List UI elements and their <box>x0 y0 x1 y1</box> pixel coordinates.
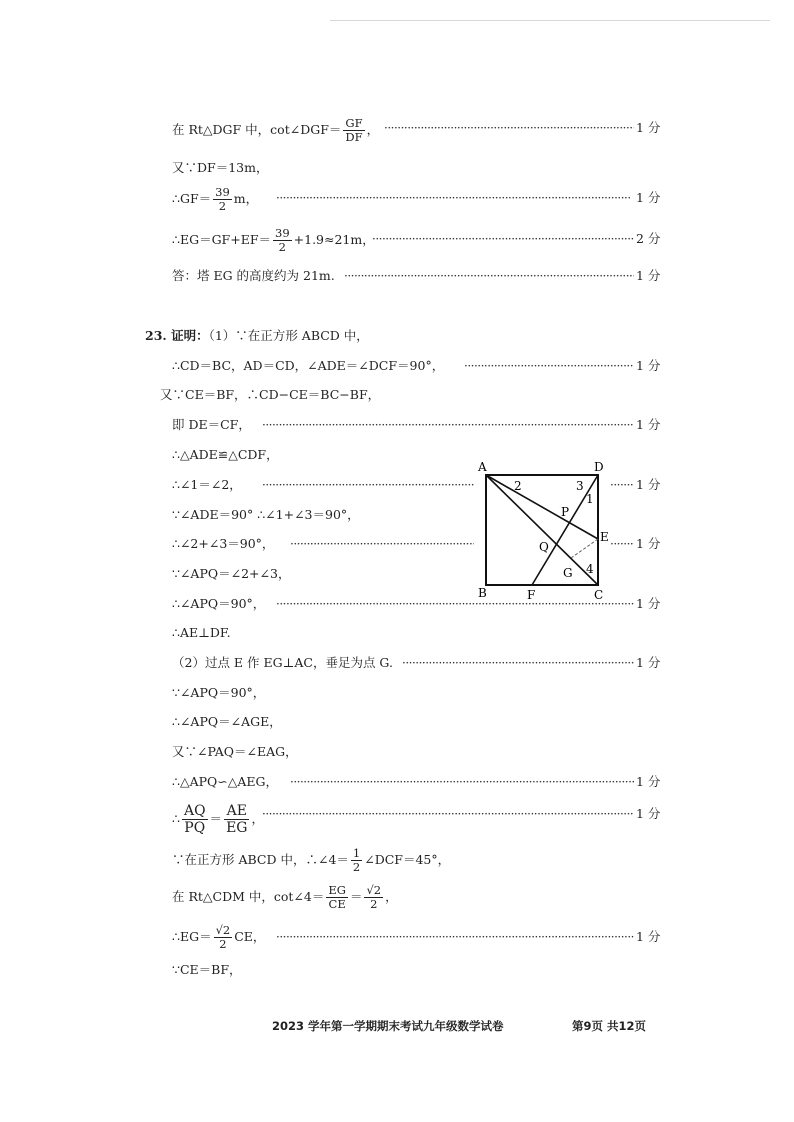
line-text: ∴GF＝ <box>172 191 212 206</box>
fraction-numerator: 39 <box>275 226 290 240</box>
score-mark: 1 分 <box>636 358 661 373</box>
fraction-denominator: 2 <box>219 937 227 951</box>
segment-eg-dashed <box>571 539 598 558</box>
text-line: ∵∠APQ＝90°， <box>172 685 266 700</box>
leader-dots <box>372 228 634 250</box>
line-text: ， <box>366 122 380 137</box>
text-line-cot4 <box>172 882 398 912</box>
line-text: 在 Rt△DGF 中，cot∠DGF＝ <box>172 122 342 137</box>
fraction <box>343 117 364 144</box>
score-mark: 1 分 <box>636 655 661 670</box>
label-q: Q <box>539 540 549 554</box>
fraction <box>351 847 362 874</box>
score-mark: 1 分 <box>636 596 661 611</box>
line-text: ∴EG＝ <box>172 929 212 944</box>
fraction-numerator: AQ <box>183 803 206 819</box>
text-line: ∵∠ADE＝90° ∴∠1+∠3＝90°， <box>172 507 360 522</box>
fraction <box>182 803 208 836</box>
label-d: D <box>594 460 604 474</box>
label-g: G <box>563 566 573 580</box>
text-line: ∵CE＝BF， <box>172 962 242 977</box>
text-line-answer: 答：塔 EG 的高度约为 21m. <box>172 268 335 283</box>
leader-dots <box>464 355 634 377</box>
fraction <box>364 884 383 911</box>
label-a: A <box>478 460 487 474</box>
fraction <box>213 186 232 213</box>
line-text: ∠DCF＝45°， <box>364 852 451 867</box>
text-line: ∴CD＝BC，AD＝CD，∠ADE＝∠DCF＝90°， <box>172 358 445 373</box>
label-f: F <box>527 588 536 602</box>
label-angle-3: 3 <box>576 479 584 493</box>
text-line: 又∵DF＝13m， <box>172 160 269 175</box>
fraction <box>273 227 292 254</box>
fraction-denominator: 2 <box>370 897 378 911</box>
text-line: （2）过点 E 作 EG⊥AC，垂足为点 G. <box>172 655 393 670</box>
score-mark: 1 分 <box>636 268 661 283</box>
text-line: ∴AE⊥DF. <box>172 625 231 640</box>
fraction-numerator: 39 <box>215 185 230 199</box>
text-line: ∵∠APQ＝∠2+∠3， <box>172 566 291 581</box>
line-text: ∴EG＝GF+EF＝ <box>172 232 271 247</box>
line-text: ＝ <box>209 811 223 826</box>
line-text: ∵在正方形 ABCD 中，∴∠4＝ <box>172 852 349 867</box>
text-line-gf <box>172 185 259 213</box>
line-text: ＝ <box>349 889 363 904</box>
leader-dots <box>610 474 634 496</box>
leader-dots <box>290 771 634 793</box>
text-line-eg <box>172 226 375 254</box>
line-text: CE， <box>234 929 266 944</box>
fraction-numerator: AE <box>224 803 249 820</box>
text-line: ∴∠1＝∠2， <box>172 477 242 492</box>
text-line: 即 DE＝CF， <box>172 417 251 432</box>
text-line: ∴△ADE≌△CDF， <box>172 447 279 462</box>
square-geometry-figure <box>470 457 610 605</box>
score-mark: 2 分 <box>636 231 661 246</box>
fraction-numerator: GF <box>343 117 364 131</box>
fraction-numerator: √2 <box>215 923 231 937</box>
question-23-header <box>145 325 369 347</box>
line-text: m， <box>233 191 259 206</box>
score-mark: 1 分 <box>636 774 661 789</box>
leader-dots <box>290 533 474 555</box>
label-p: P <box>561 505 570 519</box>
score-mark: 1 分 <box>636 120 661 135</box>
text-line-eg-ce <box>172 922 265 952</box>
score-mark: 1 分 <box>636 536 661 551</box>
text-line: 又∵CE＝BF，∴CD−CE＝BC−BF， <box>160 387 381 402</box>
label-angle-2: 2 <box>514 479 522 493</box>
text-line-ratio <box>172 801 264 837</box>
fraction <box>326 884 348 911</box>
leader-dots <box>262 474 474 496</box>
label-angle-4: 4 <box>586 562 594 576</box>
line-text: ， <box>385 889 398 904</box>
label-e: E <box>600 530 609 544</box>
fraction-denominator: DF <box>345 130 363 144</box>
text-line-angle4 <box>172 845 450 875</box>
line-text: ∴ <box>172 811 180 826</box>
leader-dots <box>276 187 630 209</box>
leader-dots <box>262 803 634 825</box>
top-rule <box>330 20 770 21</box>
line-text: 在 Rt△CDM 中，cot∠4＝ <box>172 889 325 904</box>
fraction-numerator: 1 <box>352 846 361 860</box>
leader-dots <box>276 926 634 948</box>
fraction-denominator: 2 <box>278 240 286 254</box>
footer-page-number: 第9页 共12页 <box>572 1019 647 1033</box>
text-line: ∴△APQ∽△AEG， <box>172 774 278 789</box>
label-c: C <box>594 588 604 602</box>
line-text: ， <box>251 811 264 826</box>
fraction <box>214 924 233 951</box>
leader-dots <box>384 117 634 139</box>
text-line: ∴∠2+∠3＝90°， <box>172 536 275 551</box>
score-mark: 1 分 <box>636 806 661 821</box>
score-mark: 1 分 <box>636 190 661 205</box>
label-angle-1: 1 <box>586 492 594 506</box>
score-mark: 1 分 <box>636 929 661 944</box>
fraction-numerator: √2 <box>366 883 382 897</box>
line-text: （1）∵在正方形 ABCD 中， <box>208 328 369 343</box>
leader-dots <box>610 533 634 555</box>
leader-dots <box>344 265 634 287</box>
text-line: ∴∠APQ＝∠AGE， <box>172 714 282 729</box>
text-line: ∴∠APQ＝90°， <box>172 596 266 611</box>
score-mark: 1 分 <box>636 477 661 492</box>
fraction-denominator: CE <box>328 897 346 911</box>
fraction <box>224 803 249 836</box>
text-line-cot-dgf <box>172 116 380 144</box>
question-number: 23. 证明： <box>145 328 209 343</box>
fraction-denominator: 2 <box>352 860 361 874</box>
leader-dots <box>402 652 634 674</box>
label-b: B <box>478 586 487 600</box>
fraction-numerator: EG <box>328 883 346 897</box>
fraction-denominator: 2 <box>218 199 227 213</box>
footer-exam-title: 2023 学年第一学期期末考试九年级数学试卷 <box>272 1019 504 1033</box>
line-text: +1.9≈21m， <box>293 232 375 247</box>
text-line: 又∵∠PAQ＝∠EAG， <box>172 744 298 759</box>
score-mark: 1 分 <box>636 417 661 432</box>
fraction-denominator: EG <box>226 820 248 836</box>
fraction-denominator: PQ <box>184 820 206 836</box>
leader-dots <box>262 414 634 436</box>
